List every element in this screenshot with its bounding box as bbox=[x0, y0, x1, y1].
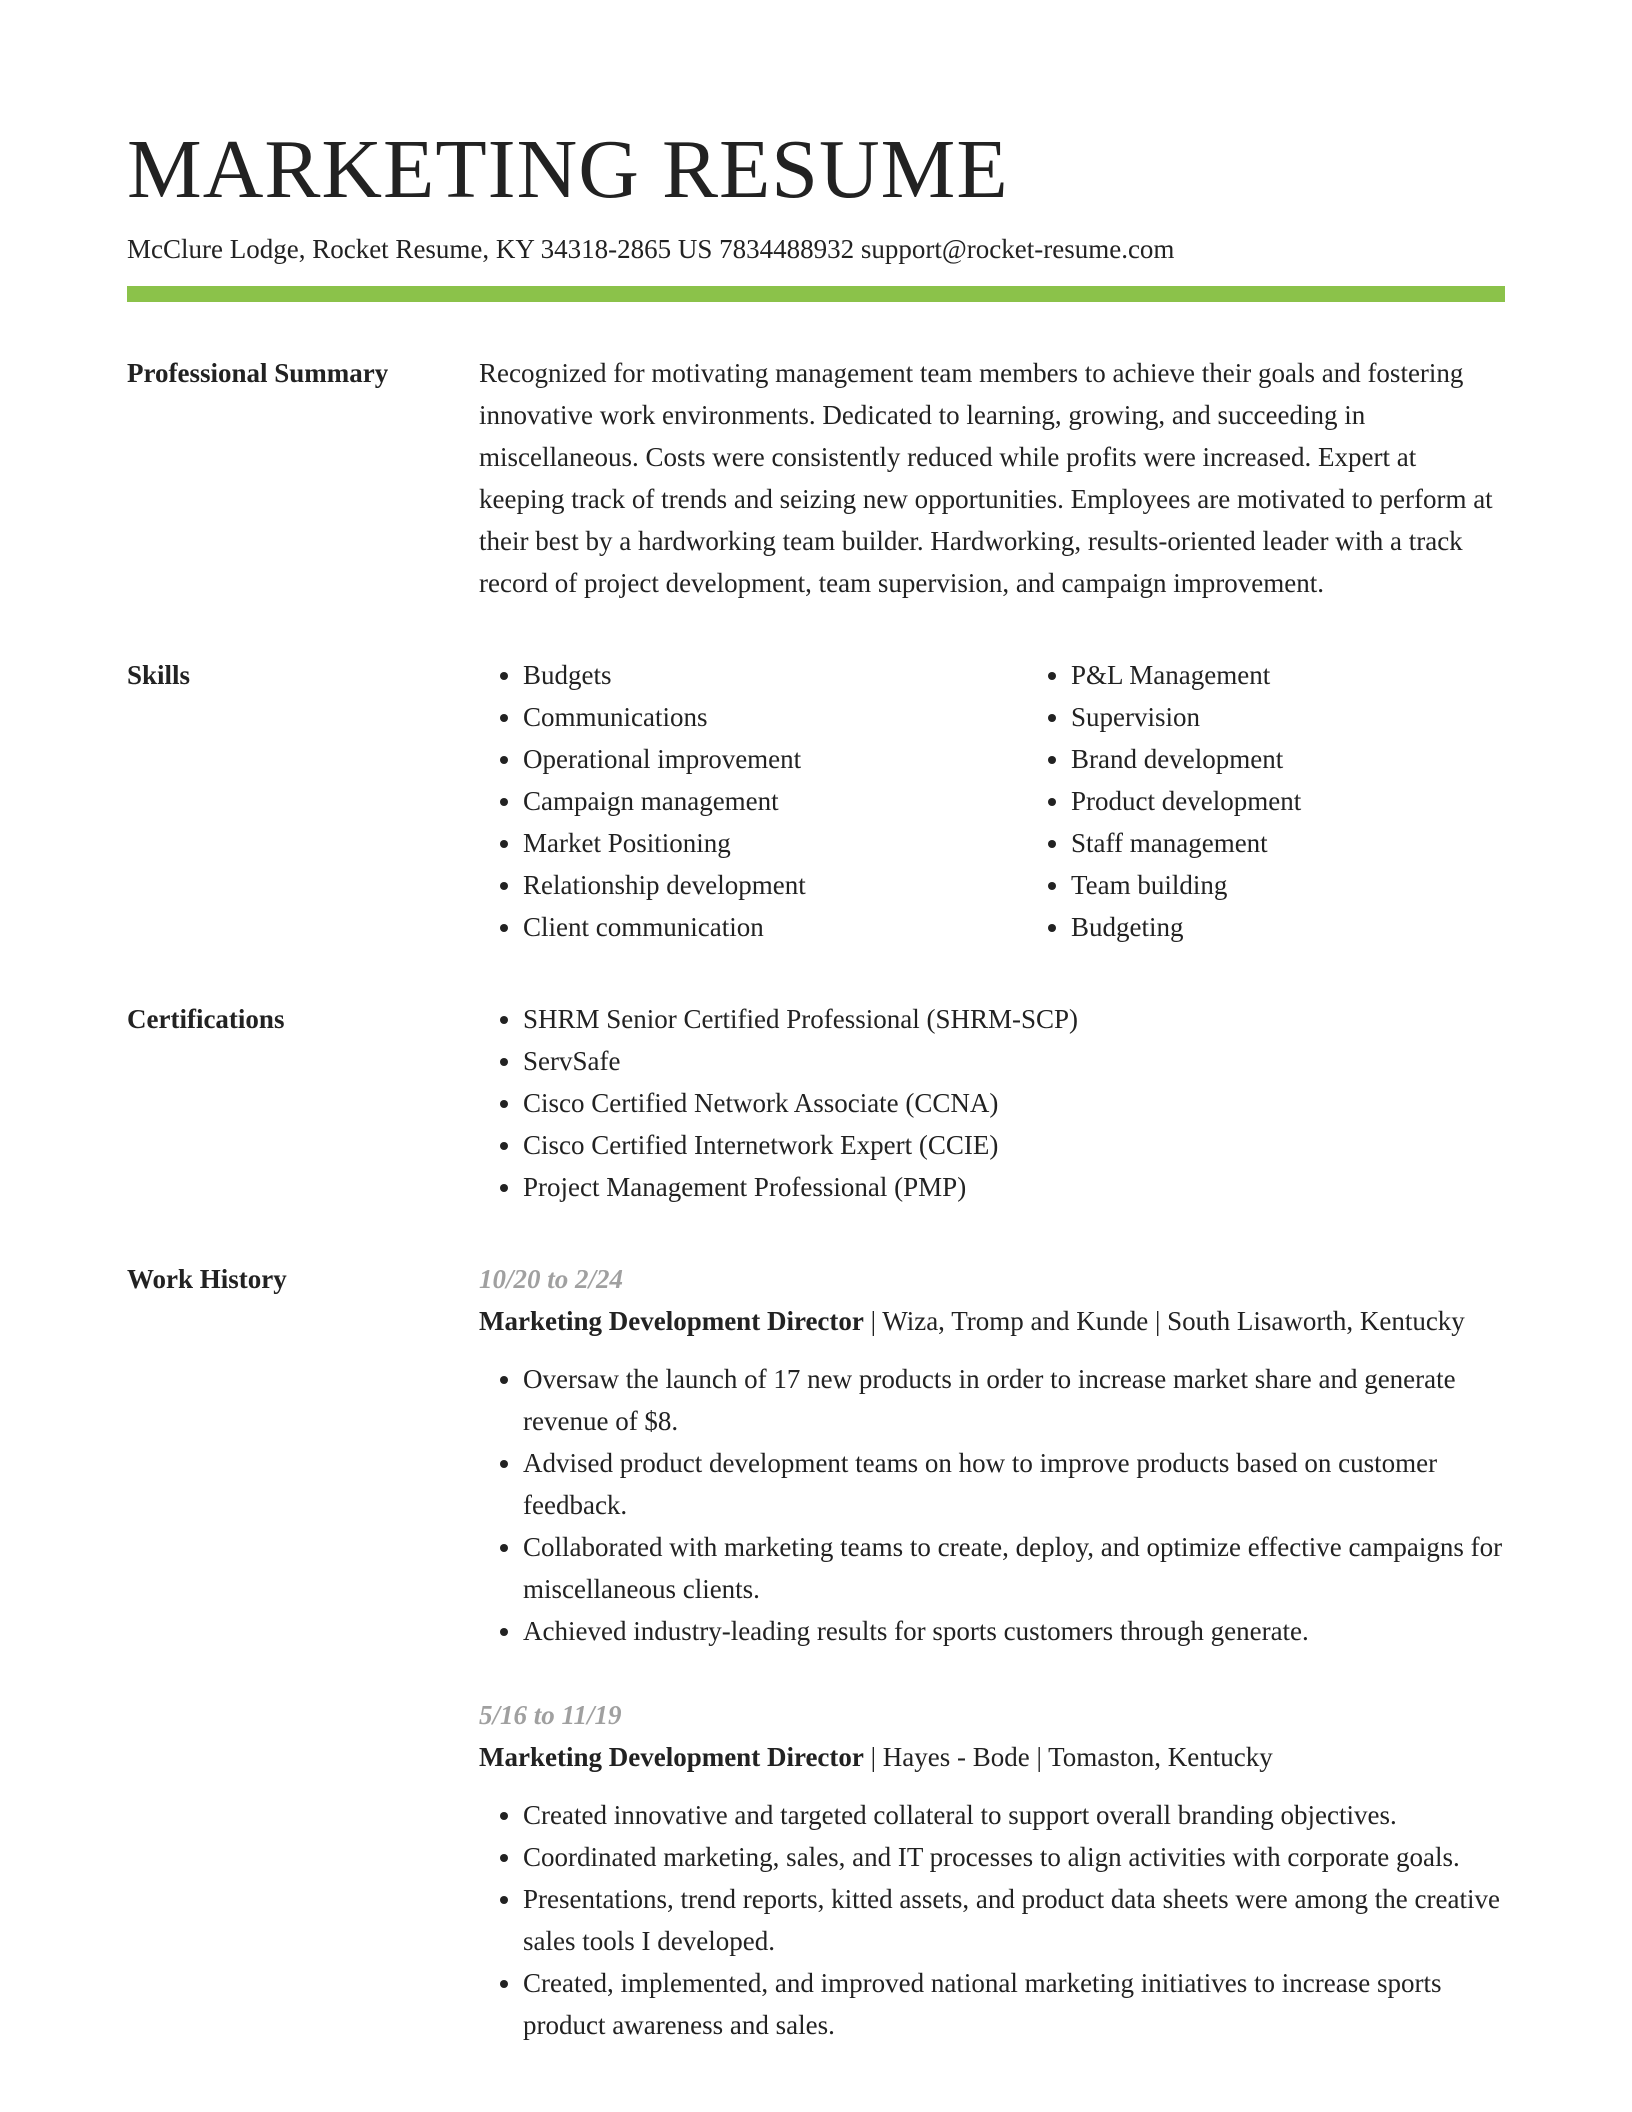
job-bullet: • Oversaw the launch of 17 new products in order to increase market share and generate revenue of $8. bbox=[523, 1358, 1505, 1442]
skill-item: • Communications bbox=[523, 696, 1027, 738]
job-bullets bbox=[479, 1794, 1505, 2046]
job-bullet: • Presentations, trend reports, kitted assets, and product data sheets were among the creative sales tools I developed. bbox=[523, 1878, 1505, 1962]
section-label-skills: Skills bbox=[127, 660, 191, 690]
certification-item: • Cisco Certified Network Associate (CCNA) bbox=[523, 1082, 1505, 1124]
skill-item: • Client communication bbox=[523, 906, 1027, 948]
skill-item: • Market Positioning bbox=[523, 822, 1027, 864]
job-bullet: • Advised product development teams on how to improve products based on customer feedback. bbox=[523, 1442, 1505, 1526]
job-bullet: • Created innovative and targeted collateral to support overall branding objectives. bbox=[523, 1794, 1505, 1836]
job-bullet: • Created, implemented, and improved national marketing initiatives to increase sports product awareness and sales. bbox=[523, 1962, 1505, 2046]
skill-item: • Budgets bbox=[523, 654, 1027, 696]
job-heading bbox=[479, 1300, 1505, 1342]
certification-item: • Project Management Professional (PMP) bbox=[523, 1166, 1505, 1208]
job-heading bbox=[479, 1736, 1505, 1778]
job-role: Marketing Development Director bbox=[479, 1742, 864, 1772]
job-bullet: • Coordinated marketing, sales, and IT processes to align activities with corporate goals. bbox=[523, 1836, 1505, 1878]
skill-item: • P&L Management bbox=[1071, 654, 1575, 696]
header-divider bbox=[127, 286, 1505, 302]
skill-item: • Staff management bbox=[1071, 822, 1575, 864]
contact-line: McClure Lodge, Rocket Resume, KY 34318-2865 US 7834488932 support@rocket-resume.com bbox=[127, 234, 1175, 264]
job-entry bbox=[479, 1258, 1505, 1652]
certification-item: • SHRM Senior Certified Professional (SHRM-SCP) bbox=[523, 998, 1505, 1040]
job-details: | Wiza, Tromp and Kunde | South Lisaworth, Kentucky bbox=[863, 1306, 1465, 1336]
job-role: Marketing Development Director bbox=[479, 1306, 864, 1336]
resume-page bbox=[127, 120, 1505, 2046]
work-history-section bbox=[127, 1258, 1505, 2046]
job-bullet: • Collaborated with marketing teams to create, deploy, and optimize effective campaigns for miscellaneous clients. bbox=[523, 1526, 1505, 1610]
certifications-section bbox=[127, 998, 1505, 1208]
skill-item: • Team building bbox=[1071, 864, 1575, 906]
section-label-work-history: Work History bbox=[127, 1264, 287, 1294]
job-entry bbox=[479, 1694, 1505, 2046]
summary-section bbox=[127, 352, 1505, 604]
skill-item: • Campaign management bbox=[523, 780, 1027, 822]
section-label-certifications: Certifications bbox=[127, 1004, 285, 1034]
skill-item: • Operational improvement bbox=[523, 738, 1027, 780]
job-details: | Hayes - Bode | Tomaston, Kentucky bbox=[863, 1742, 1273, 1772]
skill-item: • Brand development bbox=[1071, 738, 1575, 780]
skill-item: • Supervision bbox=[1071, 696, 1575, 738]
skills-list-left bbox=[479, 654, 1027, 948]
job-bullets bbox=[479, 1358, 1505, 1652]
resume-title: MARKETING RESUME bbox=[127, 123, 1009, 216]
job-dates: 5/16 to 11/19 bbox=[479, 1700, 622, 1730]
certification-item: • ServSafe bbox=[523, 1040, 1505, 1082]
skills-list-right bbox=[1027, 654, 1575, 948]
skill-item: • Budgeting bbox=[1071, 906, 1575, 948]
skills-section bbox=[127, 654, 1505, 948]
skill-item: • Relationship development bbox=[523, 864, 1027, 906]
summary-text: Recognized for motivating management team members to achieve their goals and fostering innovative work environments. Dedicated to learning, growing, and succeeding in miscellaneous. Costs were consistently reduced while profits were increased. Expert at keeping track of trends and seizing new opportunities. Employees are motivated to perform at their best by a hardworking team builder. Hardworking, results-oriented leader with a track record of project development, team supervision, and campaign improvement. bbox=[479, 358, 1493, 598]
certification-item: • Cisco Certified Internetwork Expert (CCIE) bbox=[523, 1124, 1505, 1166]
job-bullet: • Achieved industry-leading results for sports customers through generate. bbox=[523, 1610, 1505, 1652]
job-dates: 10/20 to 2/24 bbox=[479, 1264, 624, 1294]
certifications-list bbox=[479, 998, 1505, 1208]
skill-item: • Product development bbox=[1071, 780, 1575, 822]
section-label-summary: Professional Summary bbox=[127, 358, 389, 388]
